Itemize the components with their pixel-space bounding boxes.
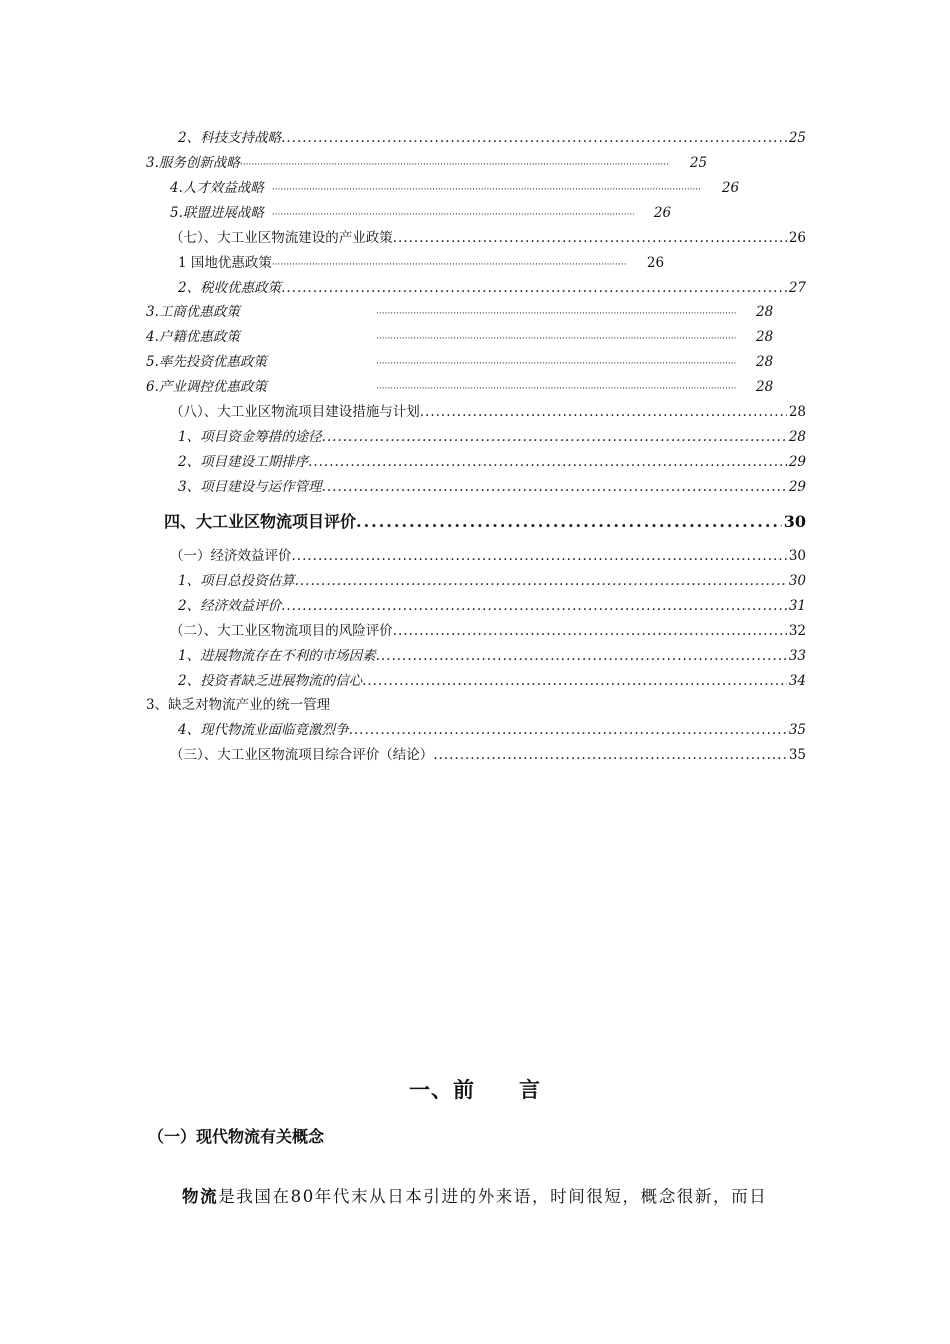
toc-entry[interactable] (146, 154, 721, 174)
toc-leader (376, 647, 787, 665)
toc-page-number: 28 (788, 404, 806, 420)
toc-entry-title: 3.服务创新战略 (146, 155, 240, 171)
toc-leader (376, 330, 736, 348)
toc-leader (281, 279, 787, 297)
toc-entry-title: （一）经济效益评价 (170, 548, 292, 564)
toc-leader (308, 453, 787, 471)
toc-entry-title: 4.人才效益战略 (170, 180, 264, 196)
toc-page-number: 26 (653, 205, 672, 221)
toc-page-number: 26 (721, 180, 740, 196)
toc-entry-title: （二）、大工业区物流项目的风险评价 (170, 623, 393, 639)
toc-entry-title: 4.户籍优惠政策 (146, 329, 240, 345)
toc-entry[interactable] (178, 254, 683, 274)
toc-page-number: 30 (783, 512, 806, 531)
toc-leader (420, 403, 787, 421)
toc-page-number: 35 (788, 747, 806, 763)
toc-page-number: 26 (788, 230, 806, 246)
toc-leader (272, 181, 702, 199)
toc-page-number: 28 (756, 304, 774, 320)
toc-page-number: 30 (788, 548, 806, 564)
toc-page-number: 35 (788, 722, 806, 738)
section-heading: 一、前 言 (409, 1077, 541, 1102)
toc-leader (393, 229, 787, 247)
toc-leader (240, 156, 670, 174)
toc-page-number: 28 (756, 354, 774, 370)
toc-entry[interactable] (178, 721, 806, 739)
toc-page-number: 29 (788, 454, 806, 470)
toc-page-number: 27 (788, 280, 806, 296)
emphasis-term: 物流 (182, 1187, 219, 1206)
toc-entry[interactable] (178, 572, 806, 590)
toc-leader (281, 597, 787, 615)
toc-entry[interactable] (178, 647, 806, 665)
toc-entry-title: 5.率先投资优惠政策 (146, 354, 267, 370)
toc-page-number: 28 (756, 329, 774, 345)
toc-page-number: 32 (788, 623, 806, 639)
toc-entry-title: 1、项目总投资估算 (178, 573, 295, 589)
toc-entry-title: 1、进展物流存在不利的市场因素 (178, 648, 376, 664)
toc-entry-title: （三）、大工业区物流项目综合评价（结论） (170, 747, 434, 763)
toc-entry[interactable] (178, 428, 806, 446)
toc-page-number: 33 (788, 648, 806, 664)
toc-entry[interactable] (146, 353, 776, 373)
toc-entry[interactable] (178, 672, 806, 690)
toc-leader (362, 672, 787, 690)
toc-entry-title: 4、现代物流业面临竟激烈争 (178, 722, 349, 738)
toc-entry-title: 2、项目建设工期排序 (178, 454, 309, 470)
toc-page-number: 25 (689, 155, 708, 171)
toc-entry[interactable] (178, 453, 806, 471)
toc-page-number: 31 (788, 598, 806, 614)
toc-leader (393, 622, 787, 640)
toc-entry[interactable] (170, 179, 760, 199)
toc-leader (376, 355, 736, 373)
toc-entry-title: 5.联盟进展战略 (170, 205, 264, 221)
toc-entry-title: 1 国地优惠政策 (178, 255, 272, 271)
toc-leader (292, 547, 787, 565)
toc-entry[interactable] (178, 129, 806, 147)
toc-entry[interactable] (146, 378, 776, 398)
toc-leader (272, 256, 627, 274)
toc-entry[interactable] (170, 229, 806, 247)
toc-entry[interactable] (170, 204, 690, 224)
toc-page-number: 30 (788, 573, 806, 589)
toc-page-number: 29 (788, 479, 806, 495)
toc-leader (295, 572, 787, 590)
toc-entry-title: 1、项目资金筹措的途径 (178, 429, 322, 445)
paragraph-text: 是我国在80年代末从日本引进的外来语，时间很短，概念很新，而日 (218, 1187, 768, 1206)
toc-leader (376, 380, 736, 398)
toc-entry-title: 3、缺乏对物流产业的统一管理 (146, 697, 331, 713)
toc-entry-title: 2、经济效益评价 (178, 598, 282, 614)
toc-leader (281, 129, 787, 147)
subsection-heading: （一）现代物流有关概念 (148, 1127, 325, 1146)
toc-page-number: 25 (788, 130, 806, 146)
toc-entry-title: 四、大工业区物流项目评价 (164, 512, 357, 531)
toc-entry-title: 3.工商优惠政策 (146, 304, 240, 320)
toc-page-number: 28 (788, 429, 806, 445)
toc-entry-title: 2、投资者缺乏进展物流的信心 (178, 673, 363, 689)
toc-entry[interactable] (146, 303, 776, 323)
toc-leader (433, 746, 787, 764)
toc-entry[interactable] (170, 746, 806, 764)
toc-entry-title: 3、项目建设与运作管理 (178, 479, 322, 495)
toc-page-number: 34 (788, 673, 806, 689)
toc-page-number: 26 (646, 255, 665, 271)
toc-chapter-entry[interactable] (164, 511, 806, 533)
toc-leader (376, 305, 736, 323)
toc-entry-title: 2、科技支持战略 (178, 130, 282, 146)
toc-entry[interactable] (178, 597, 806, 615)
toc-entry[interactable] (178, 478, 806, 496)
toc-entry[interactable] (146, 328, 776, 348)
toc-entry-title: （七）、大工业区物流建设的产业政策 (170, 230, 393, 246)
toc-entry-title: 2、税收优惠政策 (178, 280, 282, 296)
toc-entry[interactable] (178, 279, 806, 297)
toc-leader (349, 721, 787, 739)
toc-entry-title: （八）、大工业区物流项目建设措施与计划 (170, 404, 420, 420)
toc-page-number: 28 (756, 379, 774, 395)
toc-entry[interactable] (146, 696, 546, 714)
toc-leader (356, 511, 782, 533)
toc-entry[interactable] (170, 622, 806, 640)
toc-leader (272, 206, 634, 224)
toc-entry[interactable] (170, 547, 806, 565)
toc-leader (322, 478, 787, 496)
toc-entry-title: 6.产业调控优惠政策 (146, 379, 267, 395)
toc-leader (322, 428, 787, 446)
body-paragraph (182, 1183, 822, 1207)
toc-entry[interactable] (170, 403, 806, 421)
